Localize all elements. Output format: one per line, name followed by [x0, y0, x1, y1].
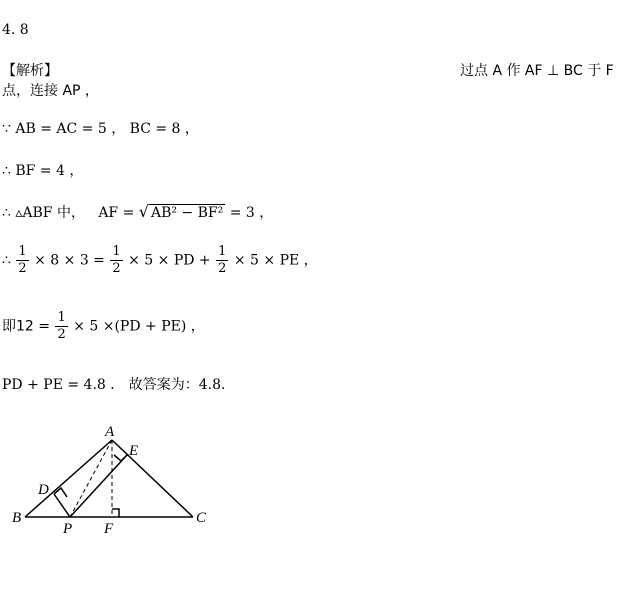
label-a: A	[105, 424, 115, 440]
segment-pd	[54, 494, 70, 517]
line6-mid2: × 5 × PD +	[128, 252, 211, 269]
solution-line-8: PD + PE = 4.8 ． 故答案为：4.8.	[2, 377, 226, 393]
line5-prefix: ∴ ▵ABF 中，	[2, 205, 85, 221]
fraction-half: $\frac{1}{2}$	[57, 310, 66, 342]
fraction-half: $\frac{1}{2}$	[18, 244, 27, 276]
sqrt-expression: AB² − BF²	[150, 205, 224, 221]
label-d: D	[38, 482, 49, 498]
label-f: F	[104, 521, 114, 537]
right-angle-e	[114, 455, 127, 461]
fraction-half: $\frac{1}{2}$	[218, 244, 227, 276]
solution-line-2: 点，连接 AP ，	[2, 83, 99, 99]
segment-pe	[70, 455, 127, 517]
line6-prefix: ∴	[2, 252, 11, 269]
solution-line-4: ∴ BF = 4 ，	[2, 163, 84, 179]
answer-value: 4. 8	[2, 22, 29, 38]
solution-line-3: ∵ AB = AC = 5 ， BC = 8 ，	[2, 121, 199, 137]
analysis-label: 【解析】	[2, 63, 58, 79]
label-b: B	[12, 510, 22, 526]
solution-line-5: ∴ ▵ABF 中， AF = √ AB² − BF² = 3 ，	[2, 202, 274, 221]
label-e: E	[129, 443, 139, 459]
side-ac	[112, 440, 193, 517]
label-c: C	[196, 510, 207, 526]
fraction-half: $\frac{1}{2}$	[112, 244, 121, 276]
line6-end: × 5 × PE ，	[233, 252, 318, 269]
analysis-intro-right: 过点 A 作 AF ⊥ BC 于 F	[460, 63, 614, 79]
line6-mid1: × 8 × 3 =	[34, 252, 105, 269]
side-ab	[25, 440, 112, 517]
line5-eq: AF =	[98, 205, 135, 221]
right-angle-f	[112, 509, 119, 517]
line7-prefix: 即12 =	[2, 318, 50, 335]
line5-end: = 3 ，	[229, 205, 274, 221]
label-p: P	[63, 521, 73, 537]
line7-end: × 5 ×(PD + PE) ，	[73, 318, 205, 335]
